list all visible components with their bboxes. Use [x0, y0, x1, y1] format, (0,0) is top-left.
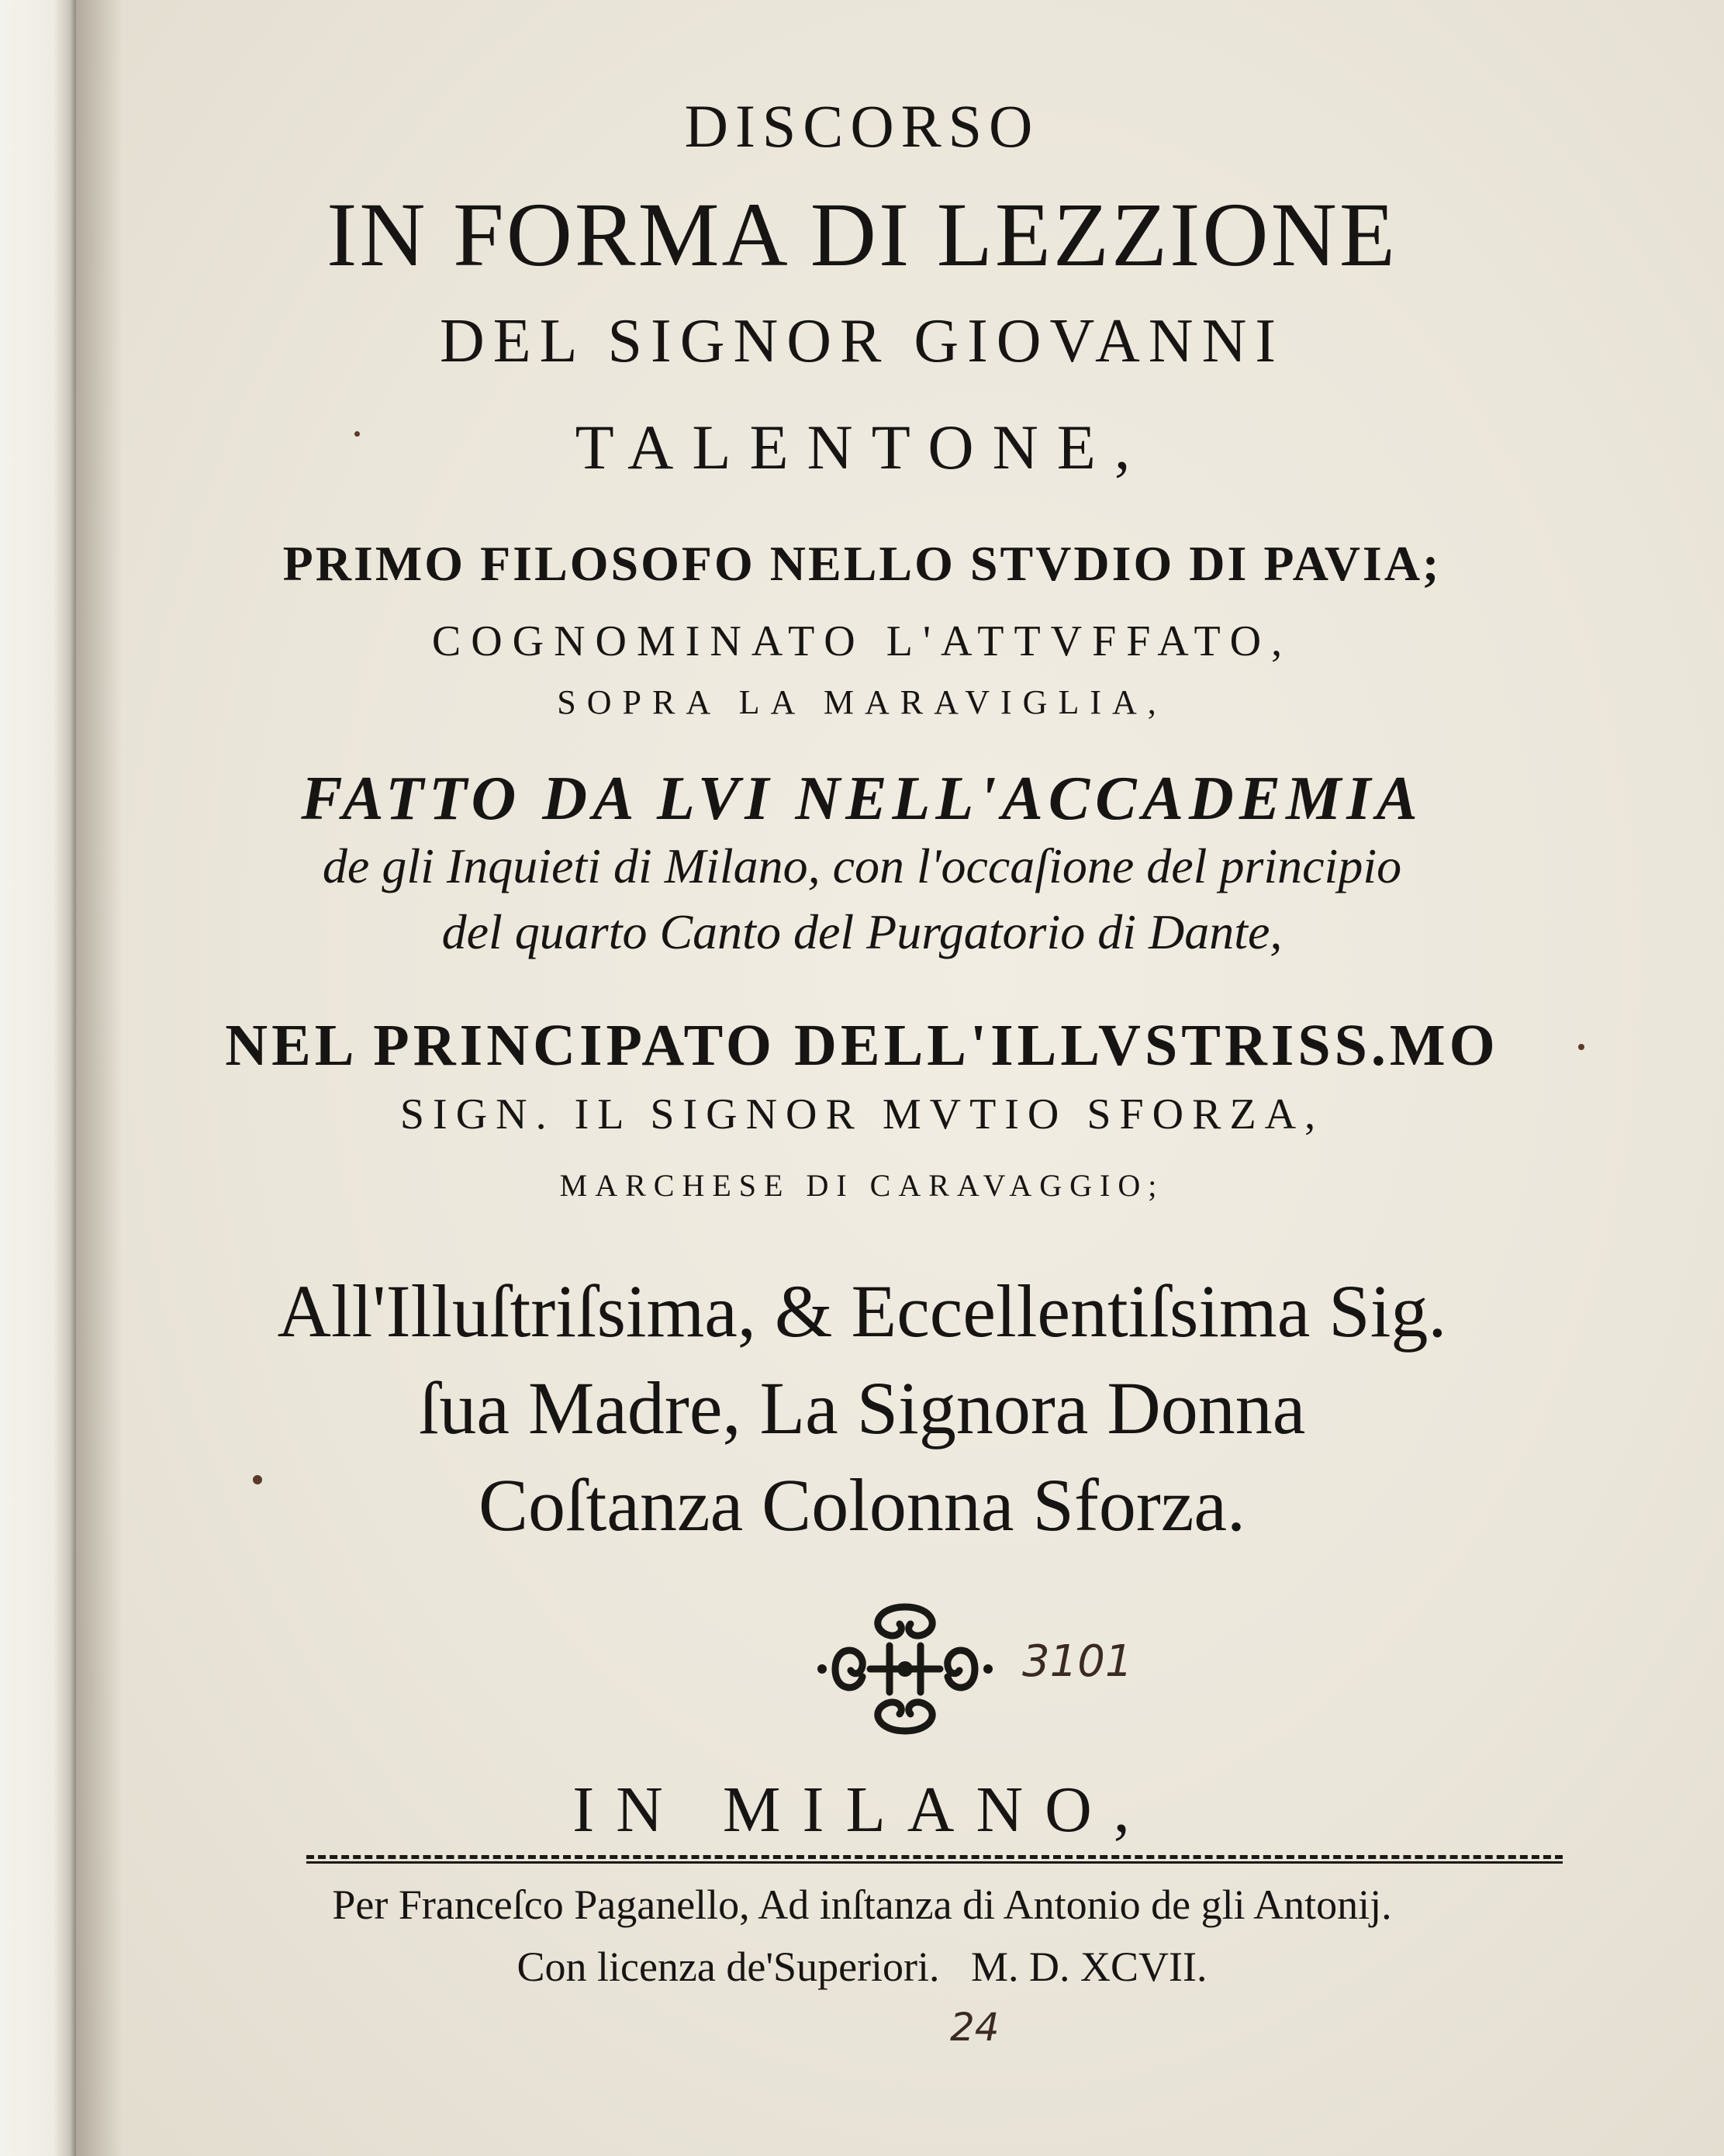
author-title: PRIMO FILOSOFO NELLO STVDIO DI PAVIA;: [282, 536, 1442, 591]
occasion-line-2: del quarto Canto del Purgatorio di Dante,: [441, 904, 1283, 959]
academy-line: FATTO DA LVI NELL'ACCADEMIA: [301, 765, 1423, 833]
author-line: DEL SIGNOR GIOVANNI: [440, 307, 1284, 375]
paper-spot: [1578, 1044, 1584, 1050]
paper-spot: [354, 431, 360, 437]
handwritten-shelfmark: 3101: [1022, 1636, 1133, 1687]
author-surname: TALENTONE,: [575, 412, 1149, 482]
handwritten-page-note: 24: [950, 2005, 1000, 2050]
paper-spot: [253, 1475, 262, 1484]
imprint-printer: Per Franceſco Paganello, Ad inſtanza di Antonio de gli Antonij.: [332, 1881, 1392, 1928]
title-main: IN FORMA DI LEZZIONE: [326, 184, 1398, 285]
printers-device-ornament: [816, 1591, 994, 1747]
imprint-license-date: Con licenza de'Superiori. M. D. XCVII.: [517, 1944, 1207, 1990]
marchese-line: MARCHESE DI CARAVAGGIO;: [559, 1168, 1165, 1203]
imprint-rule-solid: [306, 1861, 1563, 1864]
occasion-line-1: de gli Inquieti di Milano, con l'occaſione del principio: [322, 838, 1402, 893]
dedication-line-3: Coſtanza Colonna Sforza.: [478, 1463, 1246, 1546]
title-discorso: DISCORSO: [684, 92, 1040, 160]
dedication-line-1: All'Illuſtriſsima, & Eccellentiſsima Sig.: [277, 1270, 1447, 1353]
imprint-rule-dashed: [306, 1855, 1563, 1859]
sforza-line: SIGN. IL SIGNOR MVTIO SFORZA,: [399, 1090, 1325, 1138]
dedication-line-2: ſua Madre, La Signora Donna: [418, 1367, 1306, 1449]
place-of-printing: IN MILANO,: [572, 1774, 1152, 1846]
subject-line: SOPRA LA MARAVIGLIA,: [557, 683, 1167, 721]
principate-line: NEL PRINCIPATO DELL'ILLVSTRISS.MO: [225, 1013, 1499, 1078]
author-nickname: COGNOMINATO L'ATTVFFATO,: [431, 617, 1293, 665]
